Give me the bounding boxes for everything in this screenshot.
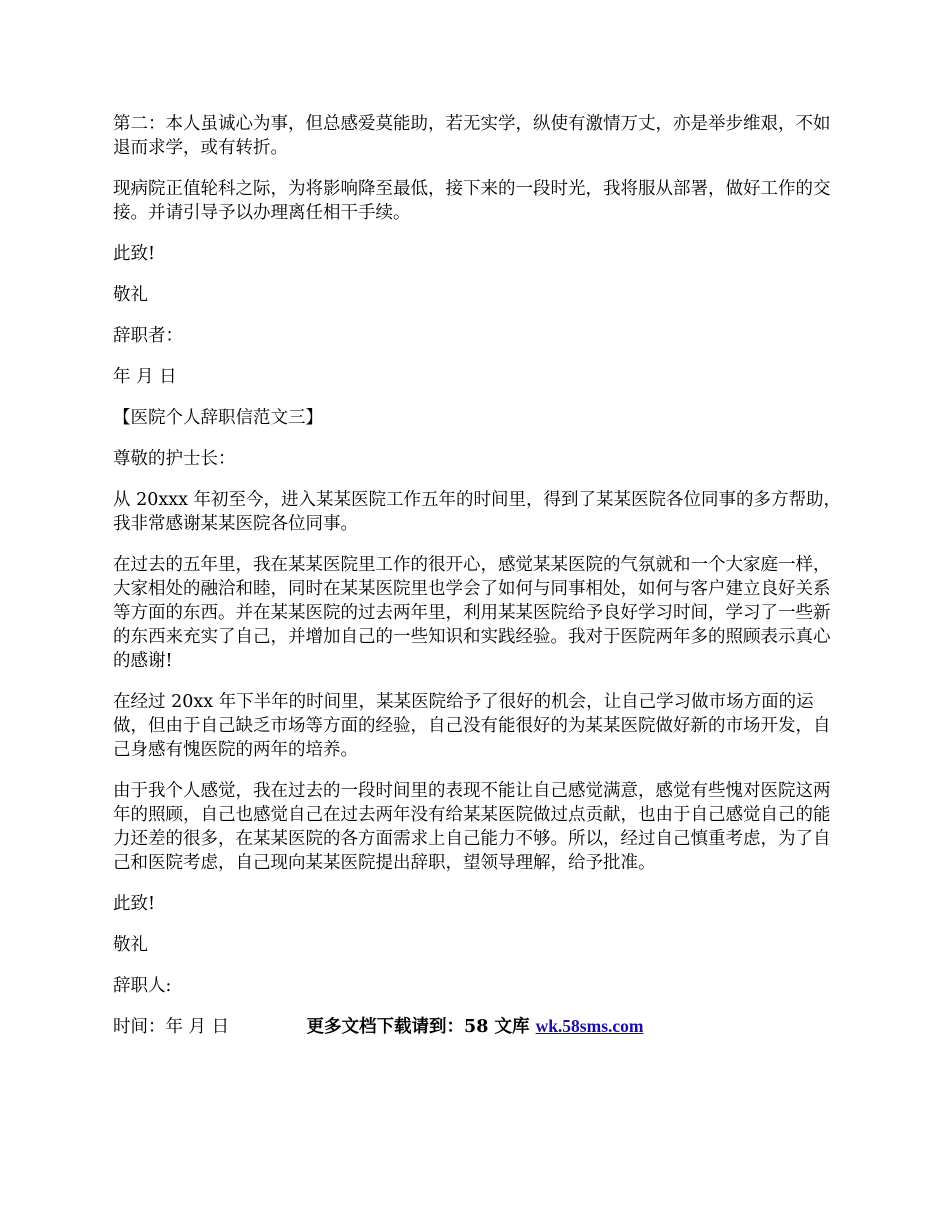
document-body (113, 112, 841, 1056)
paragraph-intro: 从 20xxx 年初至今，进入某某医院工作五年的时间里，得到了某某医院各位同事的多方帮助，我非常感谢某某医院各位同事。 (113, 490, 841, 534)
paragraph-handover: 现病院正值轮科之际，为将影响降至最低，接下来的一段时光，我将服从部署，做好工作的交接。并请引导予以办理离任相干手续。 (113, 179, 831, 223)
closing-regards-2: 敬礼 (113, 935, 148, 955)
paragraph-reason-two: 第二：本人虽诚心为事，但总感爱莫能助，若无实学，纵使有激情万丈，亦是举步维艰，不如退而求学，或有转折。 (113, 114, 831, 158)
date-line: 年 月 日 (113, 367, 177, 387)
footer-prefix: 更多文档下载请到：58 文库 (306, 1017, 536, 1037)
paragraph-five-years: 在过去的五年里，我在某某医院里工作的很开心，感觉某某医院的气氛就和一个大家庭一样，大家相处的融洽和睦，同时在某某医院里也学会了如何与同事相处，如何与客户建立良好关系等方面的东西。并在某某医院的过去两年里，利用某某医院给予良好学习时间，学习了一些新的东西来充实了自己，并增加自己的一些知识和实践经验。我对于医院两年多的照顾表示真心的感谢! (113, 555, 831, 671)
signature-label-2: 辞职人: (113, 976, 172, 996)
download-footer (0, 1014, 950, 1039)
footer-link[interactable]: wk.58sms.com (535, 1016, 644, 1036)
paragraph-market: 在经过 20xx 年下半年的时间里，某某医院给予了很好的机会，让自己学习做市场方面的运做，但由于自己缺乏市场等方面的经验，自己没有能很好的为某某医院做好新的市场开发，自己身感有愧医院的两年的培养。 (113, 692, 831, 760)
closing-salutation-2: 此致! (113, 894, 156, 914)
closing-regards: 敬礼 (113, 285, 148, 305)
greeting: 尊敬的护士长： (113, 449, 236, 469)
section-heading: 【医院个人辞职信范文三】 (113, 408, 323, 428)
signature-label: 辞职者： (113, 326, 183, 346)
time-line: 时间：年 月 日 (113, 1017, 230, 1037)
closing-salutation: 此致! (113, 244, 156, 264)
paragraph-resignation: 由于我个人感觉，我在过去的一段时间里的表现不能让自己感觉满意，感觉有些愧对医院这两年的照顾，自己也感觉自己在过去两年没有给某某医院做过点贡献，也由于自己感觉自己的能力还差的很多，在某某医院的各方面需求上自己能力不够。所以，经过自己慎重考虑，为了自己和医院考虑，自己现向某某医院提出辞职，望领导理解，给予批准。 (113, 781, 831, 873)
